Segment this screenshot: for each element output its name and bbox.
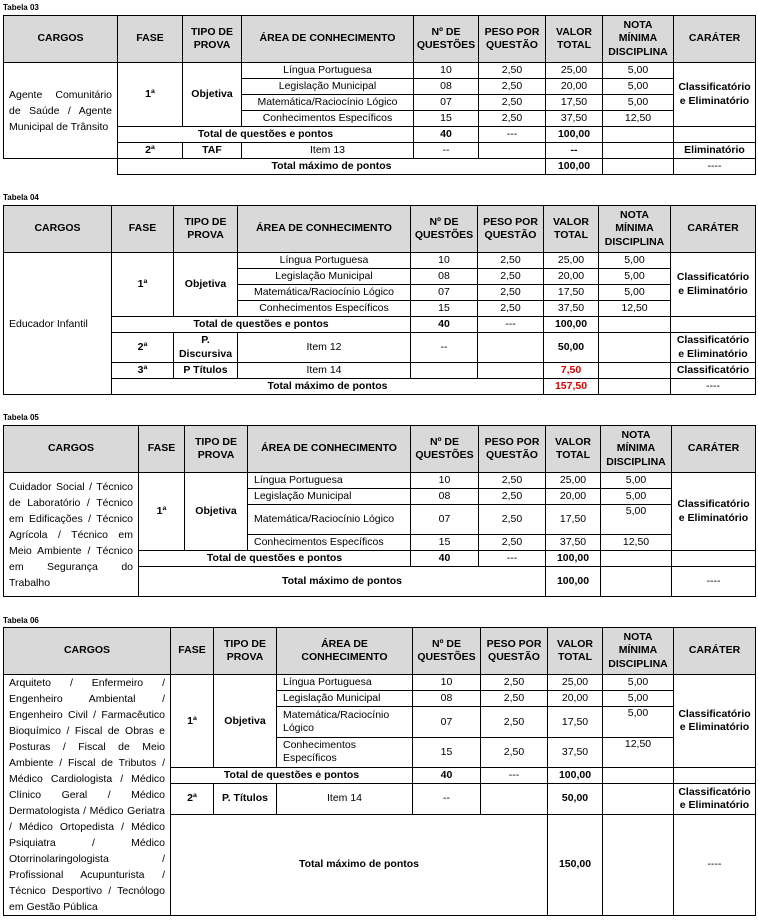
questoes-cell: 10 <box>413 675 481 691</box>
header-peso: PESO POR QUESTÃO <box>479 16 546 63</box>
fase-cell: 1ª <box>171 675 214 768</box>
total-valor: 100,00 <box>546 551 601 567</box>
valor-cell: 20,00 <box>546 489 601 505</box>
fase-cell: 1ª <box>112 253 174 317</box>
valor-cell: 7,50 <box>544 363 599 379</box>
fase-cell: 2ª <box>112 333 174 363</box>
peso-cell: 2,50 <box>478 269 544 285</box>
header-questoes: Nº DE QUESTÕES <box>411 206 478 253</box>
header-peso: PESO POR QUESTÃO <box>481 628 548 675</box>
area-cell: Conhecimentos Específicos <box>238 301 411 317</box>
header-valor: VALOR TOTAL <box>548 628 603 675</box>
header-questoes: Nº DE QUESTÕES <box>411 426 479 473</box>
nota-cell: 12,50 <box>599 301 671 317</box>
max-valor: 100,00 <box>546 159 603 175</box>
header-fase: FASE <box>139 426 185 473</box>
carater-cell: Classificatório e Eliminatório <box>674 63 756 127</box>
tipo-cell: Objetiva <box>214 675 277 768</box>
header-area: ÁREA DE CONHECIMENTO <box>238 206 411 253</box>
questoes-cell: 10 <box>414 63 479 79</box>
questoes-cell: 15 <box>414 111 479 127</box>
total-questoes-label: Total de questões e pontos <box>139 551 411 567</box>
peso-cell: 2,50 <box>481 707 548 737</box>
total-nota <box>603 127 674 143</box>
valor-cell: 25,00 <box>548 675 603 691</box>
fase-cell: 1ª <box>139 473 185 551</box>
header-valor: VALOR TOTAL <box>546 426 601 473</box>
questoes-cell: 08 <box>411 489 479 505</box>
nota-cell <box>603 143 674 159</box>
peso-cell: 2,50 <box>479 63 546 79</box>
valor-cell: 37,50 <box>548 737 603 767</box>
table-03 <box>3 15 756 175</box>
total-valor: 100,00 <box>546 127 603 143</box>
valor-cell: 25,00 <box>544 253 599 269</box>
valor-cell: 20,00 <box>544 269 599 285</box>
header-nota: NOTA MÍNIMA DISCIPLINA <box>603 628 674 675</box>
peso-cell <box>478 363 544 379</box>
area-cell: Legislação Municipal <box>277 691 413 707</box>
area-cell: Item 14 <box>238 363 411 379</box>
total-nota <box>599 317 671 333</box>
tipo-cell: Objetiva <box>174 253 238 317</box>
questoes-cell: 07 <box>414 95 479 111</box>
nota-cell: 5,00 <box>603 675 674 691</box>
nota-cell: 12,50 <box>603 111 674 127</box>
area-cell: Legislação Municipal <box>248 489 411 505</box>
valor-cell: 20,00 <box>548 691 603 707</box>
area-cell: Legislação Municipal <box>238 269 411 285</box>
total-questoes: 40 <box>414 127 479 143</box>
total-questoes-label: Total de questões e pontos <box>118 127 414 143</box>
area-cell: Legislação Municipal <box>242 79 414 95</box>
valor-cell: 17,50 <box>544 285 599 301</box>
valor-cell: 37,50 <box>544 301 599 317</box>
header-area: ÁREA DE CONHECIMENTO <box>248 426 411 473</box>
total-peso: --- <box>479 551 546 567</box>
peso-cell: 2,50 <box>479 95 546 111</box>
questoes-cell: 07 <box>411 285 478 301</box>
cargo-cell: Agente Comunitário de Saúde / Agente Municipal de Trânsito <box>4 63 118 159</box>
nota-cell <box>599 363 671 379</box>
valor-cell: 17,50 <box>548 707 603 737</box>
questoes-cell: 10 <box>411 253 478 269</box>
total-questoes: 40 <box>413 768 481 784</box>
questoes-cell: 10 <box>411 473 479 489</box>
total-questoes: 40 <box>411 317 478 333</box>
carater-cell: Classificatório <box>671 363 756 379</box>
tipo-cell: Objetiva <box>185 473 248 551</box>
total-carater <box>674 127 756 143</box>
valor-cell: 17,50 <box>546 95 603 111</box>
questoes-cell <box>411 363 478 379</box>
area-cell: Conhecimentos Específicos <box>242 111 414 127</box>
max-carater: ---- <box>672 567 756 597</box>
header-peso: PESO POR QUESTÃO <box>479 426 546 473</box>
nota-cell <box>599 333 671 363</box>
valor-cell: 50,00 <box>548 784 603 814</box>
questoes-cell: 08 <box>413 691 481 707</box>
table-05 <box>3 425 756 597</box>
nota-cell <box>603 784 674 814</box>
nota-cell: 5,00 <box>603 63 674 79</box>
nota-cell: 5,00 <box>601 505 672 535</box>
peso-cell: 2,50 <box>479 489 546 505</box>
peso-cell: 2,50 <box>481 675 548 691</box>
header-cargos: CARGOS <box>4 628 171 675</box>
total-peso: --- <box>479 127 546 143</box>
questoes-cell: -- <box>414 143 479 159</box>
fase-cell: 2ª <box>118 143 183 159</box>
tipo-cell: P Títulos <box>174 363 238 379</box>
max-label: Total máximo de pontos <box>171 814 548 915</box>
carater-cell: Classificatório e Eliminatório <box>671 333 756 363</box>
peso-cell: 2,50 <box>478 253 544 269</box>
header-tipo: TIPO DE PROVA <box>185 426 248 473</box>
nota-cell: 5,00 <box>603 95 674 111</box>
tipo-cell: P. Discursiva <box>174 333 238 363</box>
valor-cell: 25,00 <box>546 473 601 489</box>
max-label: Total máximo de pontos <box>139 567 546 597</box>
carater-cell: Classificatório e Eliminatório <box>674 675 756 768</box>
area-cell: Língua Portuguesa <box>242 63 414 79</box>
area-cell: Item 13 <box>242 143 414 159</box>
max-carater: ---- <box>671 379 756 395</box>
peso-cell <box>481 784 548 814</box>
header-valor: VALOR TOTAL <box>544 206 599 253</box>
questoes-cell: 08 <box>411 269 478 285</box>
header-questoes: Nº DE QUESTÕES <box>413 628 481 675</box>
nota-cell: 5,00 <box>603 79 674 95</box>
nota-cell: 12,50 <box>603 737 674 767</box>
questoes-cell: -- <box>411 333 478 363</box>
table-06 <box>3 627 756 916</box>
max-carater: ---- <box>674 159 756 175</box>
valor-cell: 25,00 <box>546 63 603 79</box>
area-cell: Item 14 <box>277 784 413 814</box>
header-cargos: CARGOS <box>4 16 118 63</box>
header-nota: NOTA MÍNIMA DISCIPLINA <box>601 426 672 473</box>
area-cell: Matemática/Raciocínio Lógico <box>238 285 411 301</box>
table-05-label: Tabela 05 <box>3 413 39 422</box>
peso-cell: 2,50 <box>479 111 546 127</box>
valor-cell: 50,00 <box>544 333 599 363</box>
questoes-cell: 07 <box>411 505 479 535</box>
header-tipo: TIPO DE PROVA <box>214 628 277 675</box>
questoes-cell: 07 <box>413 707 481 737</box>
header-carater: CARÁTER <box>674 16 756 63</box>
peso-cell: 2,50 <box>479 79 546 95</box>
nota-cell: 5,00 <box>601 489 672 505</box>
valor-cell: -- <box>546 143 603 159</box>
cargo-cell: Cuidador Social / Técnico de Laboratório / Técnico em Edificações / Técnico Agrícola / Técnico em Meio Ambiente / Técnico em Segurança do Trabalho <box>4 473 139 597</box>
total-valor: 100,00 <box>548 768 603 784</box>
total-peso: --- <box>478 317 544 333</box>
nota-cell: 5,00 <box>603 707 674 737</box>
header-nota: NOTA MÍNIMA DISCIPLINA <box>603 16 674 63</box>
area-cell: Matemática/Raciocínio Lógico <box>248 505 411 535</box>
area-cell: Língua Portuguesa <box>277 675 413 691</box>
questoes-cell: 15 <box>413 737 481 767</box>
max-nota <box>599 379 671 395</box>
total-carater <box>672 551 756 567</box>
peso-cell: 2,50 <box>479 473 546 489</box>
header-peso: PESO POR QUESTÃO <box>478 206 544 253</box>
total-nota <box>603 768 674 784</box>
header-fase: FASE <box>171 628 214 675</box>
table-03-label: Tabela 03 <box>3 3 39 12</box>
header-valor: VALOR TOTAL <box>546 16 603 63</box>
peso-cell: 2,50 <box>481 737 548 767</box>
total-questoes: 40 <box>411 551 479 567</box>
valor-cell: 37,50 <box>546 535 601 551</box>
header-carater: CARÁTER <box>672 426 756 473</box>
max-nota <box>601 567 672 597</box>
total-carater <box>674 768 756 784</box>
header-cargos: CARGOS <box>4 206 112 253</box>
header-tipo: TIPO DE PROVA <box>174 206 238 253</box>
header-area: ÁREA DE CONHECIMENTO <box>277 628 413 675</box>
header-tipo: TIPO DE PROVA <box>183 16 242 63</box>
valor-cell: 17,50 <box>546 505 601 535</box>
nota-cell: 5,00 <box>599 285 671 301</box>
total-valor: 100,00 <box>544 317 599 333</box>
carater-cell: Eliminatório <box>674 143 756 159</box>
table-04 <box>3 205 756 395</box>
total-questoes-label: Total de questões e pontos <box>171 768 413 784</box>
cargo-cell: Educador Infantil <box>4 253 112 395</box>
questoes-cell: -- <box>413 784 481 814</box>
cargo-cell: Arquiteto / Enfermeiro / Engenheiro Ambiental / Engenheiro Civil / Farmacêutico Bioquímico / Fiscal de Obras e Posturas / Fiscal de Meio Ambiente / Fiscal de Tributos / Médico Cardiologista / Médico Clínico Geral / Médico Dermatologista / Médico Geriatra / Médico Ortopedista / Médico Psiquiatra / Médico Otorrinolaringologista / Profissional Acupunturista / Técnico Desportivo / Tecnólogo em Gestão Pública <box>4 675 171 916</box>
carater-cell: Classificatório e Eliminatório <box>671 253 756 317</box>
nota-cell: 5,00 <box>599 269 671 285</box>
header-nota: NOTA MÍNIMA DISCIPLINA <box>599 206 671 253</box>
nota-cell: 5,00 <box>601 473 672 489</box>
max-valor: 100,00 <box>546 567 601 597</box>
valor-cell: 37,50 <box>546 111 603 127</box>
peso-cell: 2,50 <box>479 535 546 551</box>
questoes-cell: 15 <box>411 301 478 317</box>
total-questoes-label: Total de questões e pontos <box>112 317 411 333</box>
tipo-cell: P. Títulos <box>214 784 277 814</box>
max-label: Total máximo de pontos <box>112 379 544 395</box>
max-nota <box>603 814 674 915</box>
table-04-label: Tabela 04 <box>3 193 39 202</box>
total-peso: --- <box>481 768 548 784</box>
nota-cell: 12,50 <box>601 535 672 551</box>
area-cell: Matemática/Raciocínio Lógico <box>242 95 414 111</box>
total-nota <box>601 551 672 567</box>
blank-cell <box>4 159 118 175</box>
nota-cell: 5,00 <box>599 253 671 269</box>
peso-cell: 2,50 <box>478 301 544 317</box>
fase-cell: 2ª <box>171 784 214 814</box>
questoes-cell: 15 <box>411 535 479 551</box>
area-cell: Conhecimentos Específicos <box>248 535 411 551</box>
max-label: Total máximo de pontos <box>118 159 546 175</box>
fase-cell: 1ª <box>118 63 183 127</box>
tipo-cell: TAF <box>183 143 242 159</box>
area-cell: Língua Portuguesa <box>238 253 411 269</box>
area-cell: Conhecimentos Específicos <box>277 737 413 767</box>
header-questoes: Nº DE QUESTÕES <box>414 16 479 63</box>
nota-cell: 5,00 <box>603 691 674 707</box>
tipo-cell: Objetiva <box>183 63 242 127</box>
max-carater: ---- <box>674 814 756 915</box>
header-carater: CARÁTER <box>674 628 756 675</box>
area-cell: Matemática/Raciocínio Lógico <box>277 707 413 737</box>
total-carater <box>671 317 756 333</box>
peso-cell: 2,50 <box>479 505 546 535</box>
fase-cell: 3ª <box>112 363 174 379</box>
max-valor: 157,50 <box>544 379 599 395</box>
header-area: ÁREA DE CONHECIMENTO <box>242 16 414 63</box>
carater-cell: Classificatório e Eliminatório <box>674 784 756 814</box>
table-06-label: Tabela 06 <box>3 616 39 625</box>
peso-cell: 2,50 <box>481 691 548 707</box>
peso-cell: 2,50 <box>478 285 544 301</box>
header-cargos: CARGOS <box>4 426 139 473</box>
carater-cell: Classificatório e Eliminatório <box>672 473 756 551</box>
max-valor: 150,00 <box>548 814 603 915</box>
questoes-cell: 08 <box>414 79 479 95</box>
peso-cell <box>478 333 544 363</box>
peso-cell <box>479 143 546 159</box>
area-cell: Item 12 <box>238 333 411 363</box>
header-carater: CARÁTER <box>671 206 756 253</box>
header-fase: FASE <box>118 16 183 63</box>
area-cell: Língua Portuguesa <box>248 473 411 489</box>
max-nota <box>603 159 674 175</box>
header-fase: FASE <box>112 206 174 253</box>
valor-cell: 20,00 <box>546 79 603 95</box>
